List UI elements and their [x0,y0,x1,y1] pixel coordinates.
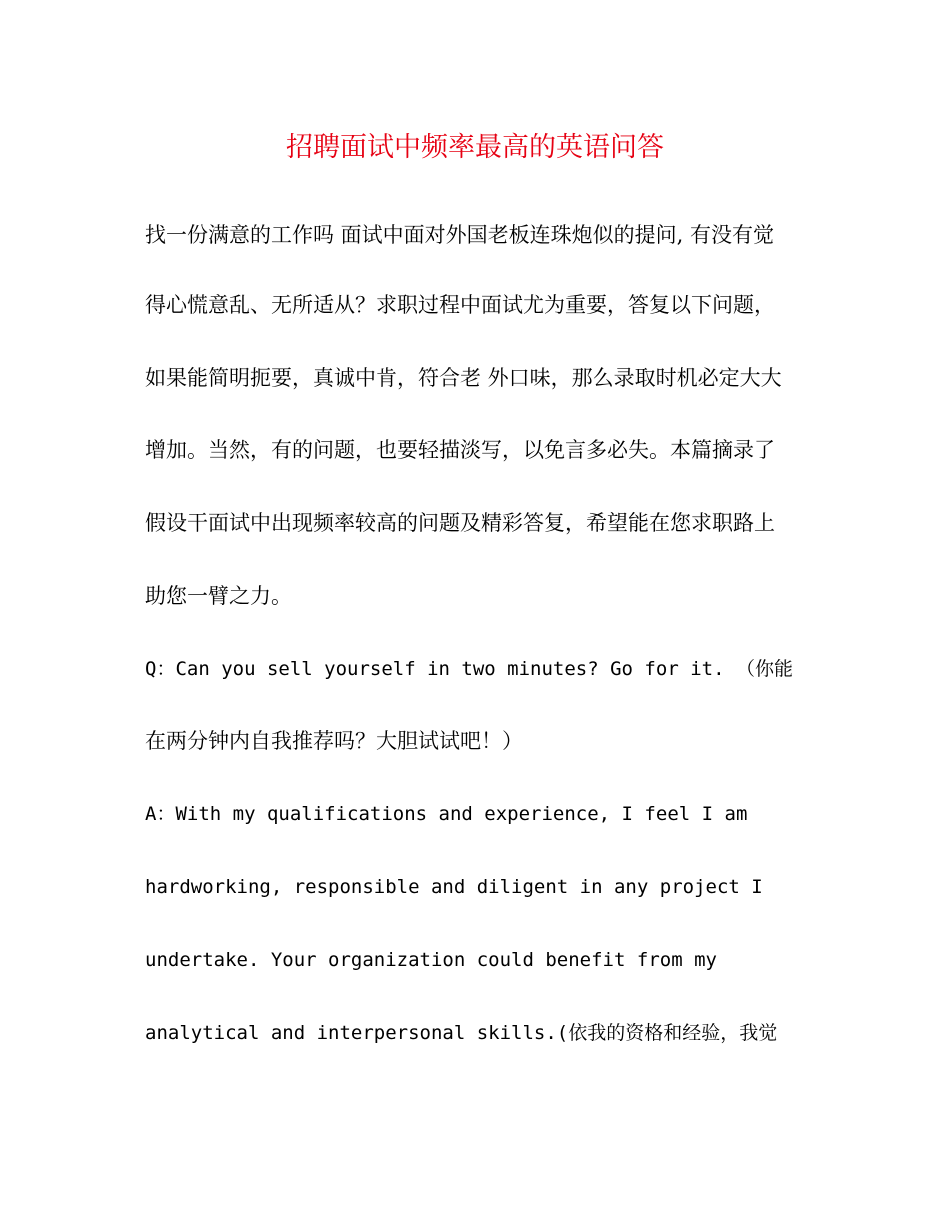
paragraph-line-5: 假设干面试中出现频率较高的问题及精彩答复，希望能在您求职路上 [145,511,775,535]
paragraph-line-6: 助您一臂之力。 [145,584,292,608]
paragraph-line-4: 增加。当然，有的问题，也要轻描淡写，以免言多必失。本篇摘录了 [145,438,775,462]
question-line-1: Q：Can you sell yourself in two minutes? Go for it. （你能 [145,658,793,680]
answer-line-1: A：With my qualifications and experience, I feel I am [145,803,748,825]
answer-line-4: analytical and interpersonal skills.(依我的资格和经验，我觉 [145,1022,778,1044]
paragraph-line-3: 如果能简明扼要，真诚中肯，符合老 外口味，那么录取时机必定大大 [145,366,782,390]
paragraph-line-2: 得心慌意乱、无所适从？求职过程中面试尤为重要，答复以下问题， [145,293,775,317]
question-line-2: 在两分钟内自我推荐吗？大胆试试吧！） [145,729,523,753]
answer-line-2: hardworking, responsible and diligent in any project I [145,876,763,898]
answer-line-3: undertake. Your organization could benefit from my [145,949,717,971]
document-title: 招聘面试中频率最高的英语问答 [286,132,664,163]
paragraph-line-1: 找一份满意的工作吗 面试中面对外国老板连珠炮似的提问, 有没有觉 [145,223,775,247]
